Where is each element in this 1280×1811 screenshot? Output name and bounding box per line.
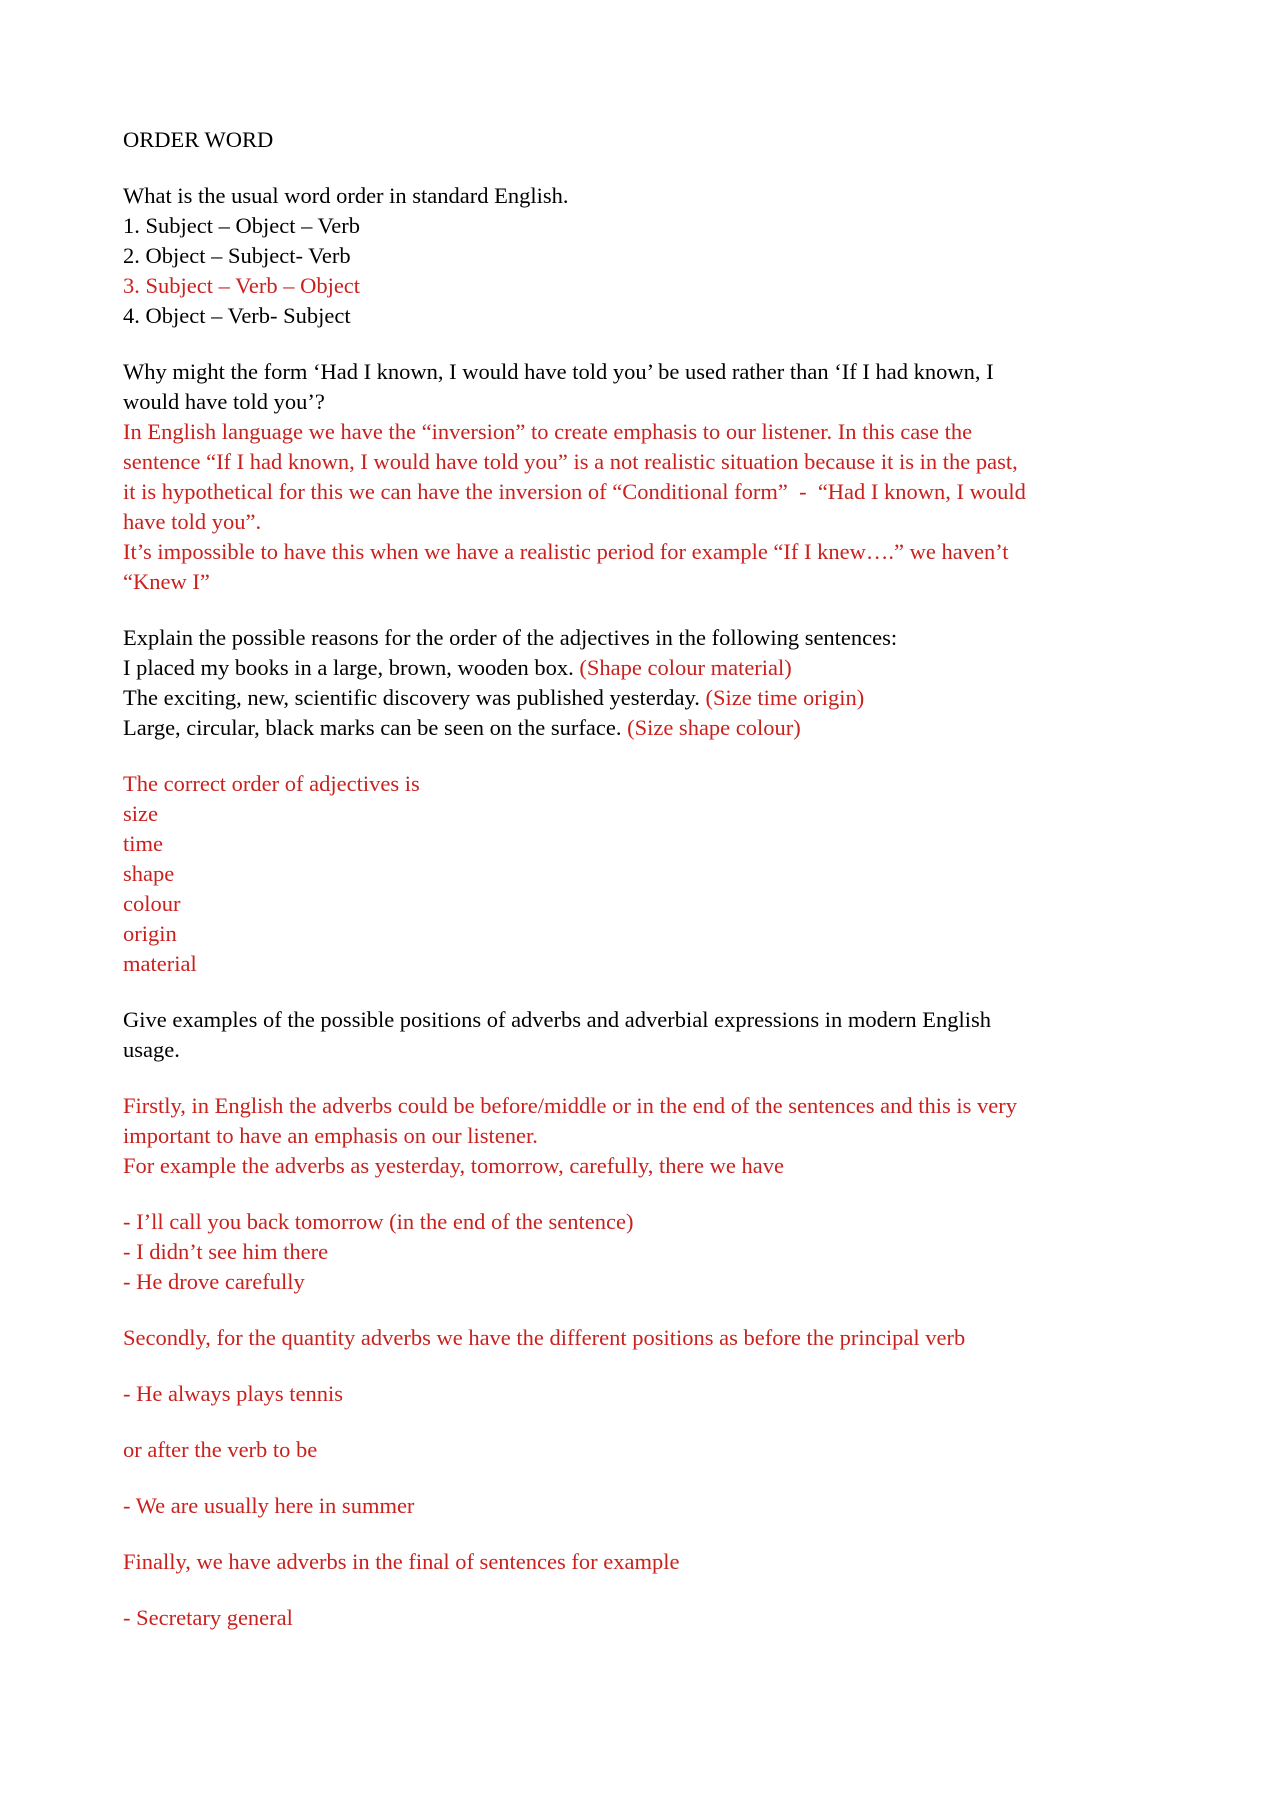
adjective-order-item: material <box>123 951 197 976</box>
spacer <box>123 1353 1168 1379</box>
answer-inversion-line: “Knew I” <box>123 569 210 594</box>
adverb-example: - He drove carefully <box>123 1269 305 1294</box>
spacer <box>123 743 1168 769</box>
adjective-order-item: time <box>123 831 163 856</box>
adverb-example: - I’ll call you back tomorrow (in the end of the sentence) <box>123 1209 634 1234</box>
question-inversion-line: Why might the form ‘Had I known, I would have told you’ be used rather than ‘If I had known, I <box>123 359 994 384</box>
sentence-text: The exciting, new, scientific discovery was published yesterday. <box>123 685 706 710</box>
question-adjectives: Explain the possible reasons for the order of the adjectives in the following sentences: <box>123 625 898 650</box>
adverb-example: - I didn’t see him there <box>123 1239 329 1264</box>
answer-inversion-line: It’s impossible to have this when we have a realistic period for example “If I knew….” we haven’t <box>123 539 1009 564</box>
answer-inversion-line: have told you”. <box>123 509 262 534</box>
spacer <box>123 1577 1168 1603</box>
spacer <box>123 979 1168 1005</box>
option-2: 2. Object – Subject- Verb <box>123 243 351 268</box>
adverbs-paragraph-1-line: Firstly, in English the adverbs could be before/middle or in the end of the sentences and this is very <box>123 1093 1017 1118</box>
adjective-order-heading: The correct order of adjectives is <box>123 771 420 796</box>
adverbs-paragraph-1-line: important to have an emphasis on our listener. <box>123 1123 538 1148</box>
adverb-example: - Secretary general <box>123 1605 293 1630</box>
answer-inversion-line: sentence “If I had known, I would have told you” is a not realistic situation because it is in the past, <box>123 449 1018 474</box>
adverbs-paragraph-3: or after the verb to be <box>123 1437 318 1462</box>
adjective-order-item: size <box>123 801 158 826</box>
spacer <box>123 1409 1168 1435</box>
sentence-answer: (Size shape colour) <box>627 715 801 740</box>
spacer <box>123 1465 1168 1491</box>
spacer <box>123 597 1168 623</box>
option-3-answer: 3. Subject – Verb – Object <box>123 273 361 298</box>
document-title: ORDER WORD <box>123 127 274 152</box>
question-word-order: What is the usual word order in standard English. <box>123 183 569 208</box>
adverbs-paragraph-4: Finally, we have adverbs in the final of sentences for example <box>123 1549 680 1574</box>
answer-inversion-line: it is hypothetical for this we can have the inversion of “Conditional form” - “Had I known, I would <box>123 479 1026 504</box>
answer-inversion-line: In English language we have the “inversion” to create emphasis to our listener. In this case the <box>123 419 973 444</box>
adverbs-paragraph-1-line: For example the adverbs as yesterday, tomorrow, carefully, there we have <box>123 1153 784 1178</box>
spacer <box>123 1181 1168 1207</box>
adjective-sentence <box>123 713 1168 743</box>
spacer <box>123 331 1168 357</box>
sentence-text: Large, circular, black marks can be seen on the surface. <box>123 715 628 740</box>
question-adverbs-line: Give examples of the possible positions of adverbs and adverbial expressions in modern English <box>123 1007 991 1032</box>
spacer <box>123 1297 1168 1323</box>
option-4: 4. Object – Verb- Subject <box>123 303 351 328</box>
sentence-answer: (Size time origin) <box>705 685 865 710</box>
sentence-answer: (Shape colour material) <box>579 655 792 680</box>
adjective-order-item: shape <box>123 861 175 886</box>
adverbs-paragraph-2: Secondly, for the quantity adverbs we have the different positions as before the principal verb <box>123 1325 966 1350</box>
adjective-sentence <box>123 683 1168 713</box>
adverb-example: - We are usually here in summer <box>123 1493 415 1518</box>
adverb-example: - He always plays tennis <box>123 1381 343 1406</box>
adjective-sentence <box>123 653 1168 683</box>
sentence-text: I placed my books in a large, brown, wooden box. <box>123 655 580 680</box>
option-1: 1. Subject – Object – Verb <box>123 213 361 238</box>
adjective-order-item: colour <box>123 891 181 916</box>
question-inversion-line: would have told you’? <box>123 389 325 414</box>
question-adverbs-line: usage. <box>123 1037 180 1062</box>
spacer <box>123 1521 1168 1547</box>
document-page <box>123 125 1168 1633</box>
spacer <box>123 155 1168 181</box>
spacer <box>123 1065 1168 1091</box>
adjective-order-item: origin <box>123 921 177 946</box>
